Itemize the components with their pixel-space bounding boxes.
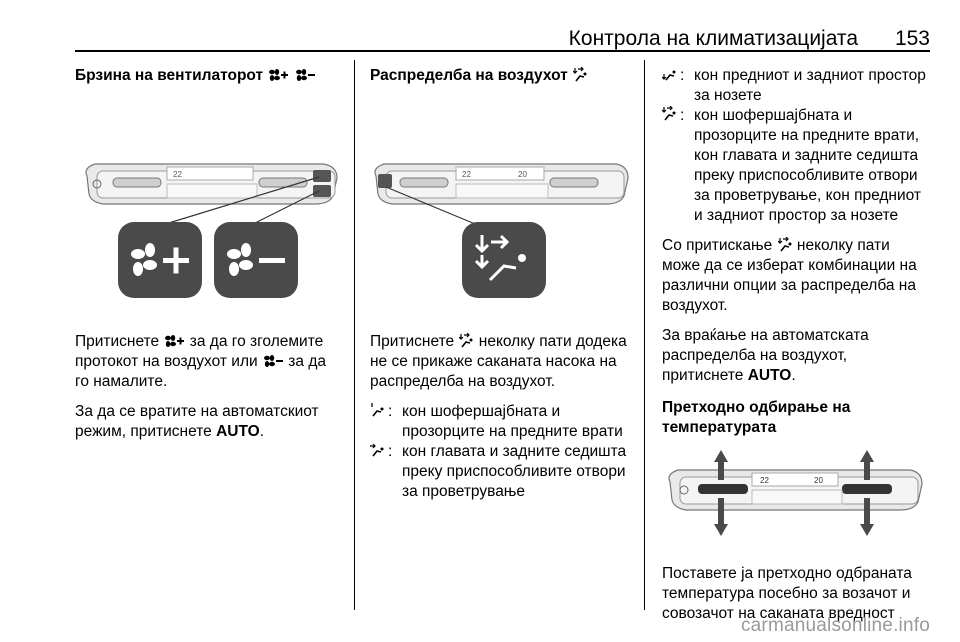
auto-label: AUTO <box>216 423 260 440</box>
paragraph-combinations: Со притискање неколку пати може да се изберат комбинации на различни опции за распределба на воздухот. <box>662 237 917 314</box>
air-distribution-icon <box>573 67 587 82</box>
paragraph-auto-mode: За да се вратите на автоматскиот режим, притиснете AUTO. <box>75 403 319 440</box>
head-vent-icon <box>370 442 384 457</box>
fan-plus-icon <box>268 68 288 82</box>
auto-label: AUTO <box>747 367 792 384</box>
list-item: : кон шофершајбната и прозорците на предните врати <box>370 402 634 442</box>
column-air-distribution <box>370 66 634 502</box>
paragraph-temperature: Поставете ја претходно одбраната температура посебно за возачот и совозачот на саканата вредност <box>662 565 912 622</box>
air-distribution-icon <box>778 237 792 252</box>
list-item: : кон главата и задните седишта преку приспособливите отвори за проветрување <box>370 442 634 502</box>
svg-text:22: 22 <box>462 170 471 179</box>
all-directions-icon <box>662 106 676 121</box>
page-number: 153 <box>894 27 930 50</box>
column-fan-speed <box>75 66 343 452</box>
fan-plus-icon <box>164 334 184 348</box>
paragraph-fan-instructions: Притиснете за да го зголемите протокот на воздухот или за да го намалите. <box>75 333 326 390</box>
header-rule <box>75 50 930 52</box>
paragraph-distribution-instructions: Притиснете неколку пати додека не се прикаже саканата насока на распределба на воздухот. <box>370 333 627 390</box>
svg-text:20: 20 <box>518 170 527 179</box>
list-item: : кон шофершајбната и прозорците на предните врати, кон главата и задните седишта преку приспособливите отвори за проветрување, кон предниот и задниот простор за нозете <box>662 106 930 226</box>
section-heading-temperature: Претходно одбирање на температурата <box>662 399 851 436</box>
feet-icon <box>662 66 676 81</box>
svg-text:22: 22 <box>760 476 769 485</box>
page-header-title: Контрола на климатизацијата <box>568 27 858 50</box>
panel-temp-left: 22 <box>173 170 182 179</box>
watermark: carmanualsonline.info <box>740 615 930 636</box>
illustration-air-distribution <box>370 92 634 332</box>
list-item: : кон предниот и задниот простор за нозете <box>662 66 930 106</box>
fan-minus-icon <box>295 68 315 82</box>
column-distribution-continued <box>662 66 930 634</box>
column-separator <box>354 60 355 610</box>
section-heading-fan-speed <box>75 66 343 86</box>
heading-text: Брзина на вентилаторот <box>75 67 264 84</box>
illustration-fan-speed <box>75 92 343 332</box>
section-heading-air-distribution: Распределба на воздухот <box>370 66 634 86</box>
windshield-feet-icon <box>370 402 384 417</box>
paragraph-return-auto: За враќање на автоматската распределба на воздухот, притиснете AUTO. <box>662 327 869 384</box>
fan-minus-icon <box>263 354 283 368</box>
air-distribution-icon <box>459 333 473 348</box>
svg-text:20: 20 <box>814 476 823 485</box>
column-separator <box>644 60 645 610</box>
illustration-temperature <box>662 450 930 550</box>
